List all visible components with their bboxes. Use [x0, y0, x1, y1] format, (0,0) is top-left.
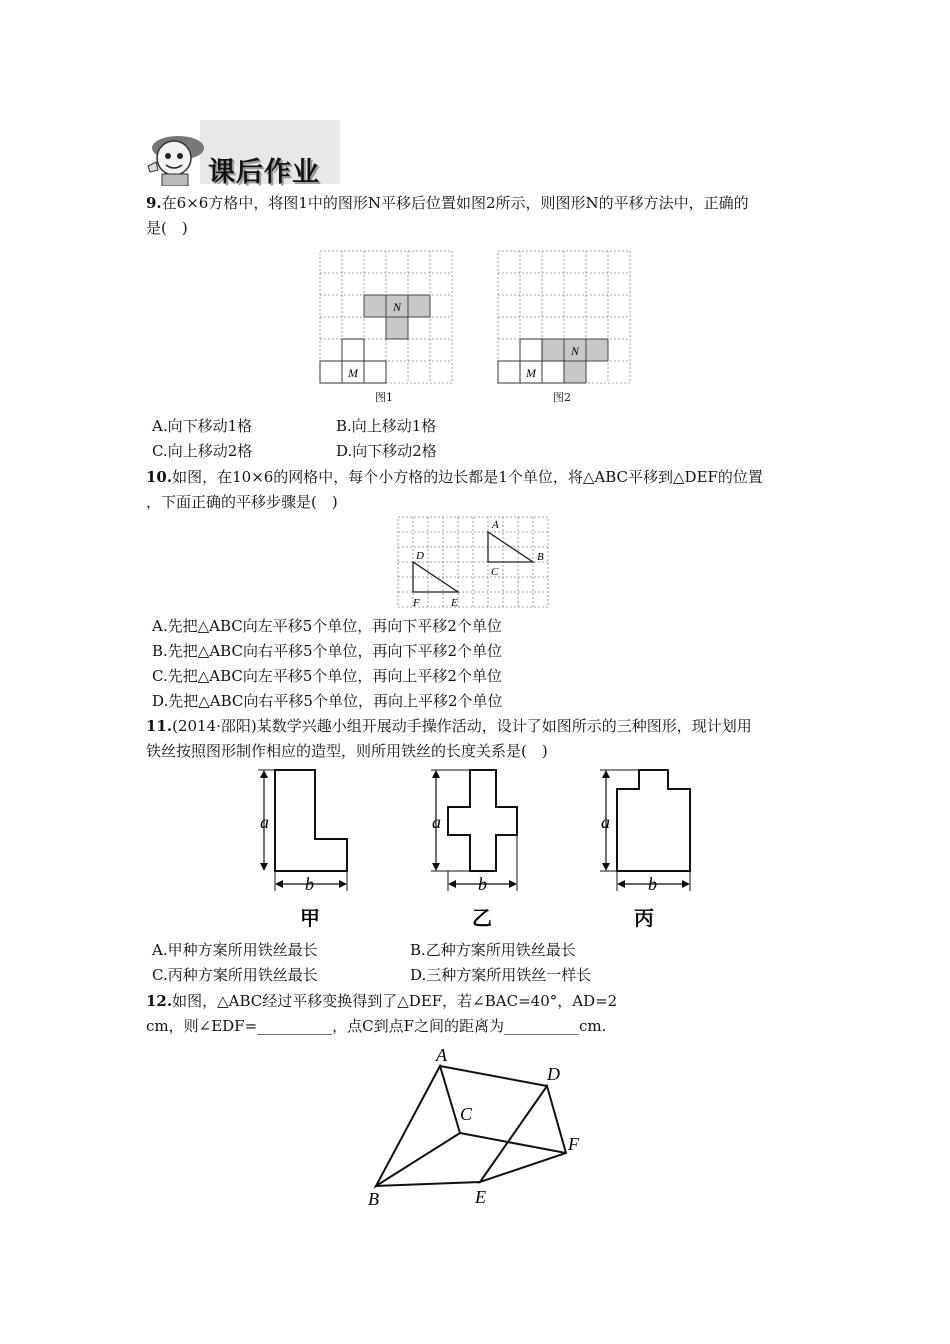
q11-yi-label-b: b — [478, 874, 487, 894]
q9-option-d: D.向下移动2格 — [336, 442, 437, 460]
q10-label-c: C — [491, 566, 499, 578]
q11-option-c: C.丙种方案所用铁丝最长 — [152, 966, 318, 984]
q11-bing-label-a: a — [601, 812, 610, 832]
q9-option-c: C.向上移动2格 — [152, 442, 253, 460]
q11-yi-label-a: a — [432, 812, 441, 832]
q11-line2: 铁丝按照图形制作相应的造型，则所用铁丝的长度关系是( ) — [146, 742, 548, 760]
q9-number: 9. — [146, 194, 162, 212]
q9-fig1-caption: 图1 — [375, 391, 393, 404]
q12-label-a: A — [436, 1045, 447, 1065]
q11-shape-yi — [431, 770, 517, 894]
q12-label-b: B — [368, 1189, 379, 1209]
q11-shape-bing — [600, 770, 690, 894]
q11-name-jia: 甲 — [300, 908, 320, 930]
q11-jia-label-b: b — [305, 874, 314, 894]
q9-fig2-label-M: M — [526, 366, 536, 380]
q9-option-a: A.向下移动1格 — [152, 417, 253, 435]
q10-text: 如图，在10×6的网格中，每个小方格的边长都是1个单位，将△ABC平移到△DEF的位置 — [172, 468, 763, 486]
q10-option-c: C.先把△ABC向左平移5个单位，再向上平移2个单位 — [152, 667, 502, 685]
q12-label-c: C — [460, 1104, 473, 1124]
q10-option-b: B.先把△ABC向右平移5个单位，再向下平移2个单位 — [152, 642, 503, 660]
q9-fig1-label-M: M — [348, 366, 358, 380]
triangle-def — [480, 1086, 566, 1182]
q9-figures — [318, 249, 634, 387]
q10-label-d: D — [416, 550, 424, 562]
q10-option-a: A.先把△ABC向左平移5个单位，再向下平移2个单位 — [152, 617, 502, 635]
q11-option-b: B.乙种方案所用铁丝最长 — [410, 941, 576, 959]
q9-line2: 是( ) — [146, 219, 188, 237]
q10-label-f: F — [413, 597, 420, 609]
segment-be — [376, 1182, 480, 1186]
q11-name-yi: 乙 — [472, 908, 492, 930]
q9-fig1-label-N: N — [392, 300, 402, 314]
q11-figures — [250, 765, 710, 935]
q10-line1 — [146, 467, 763, 487]
q12-figure — [360, 1040, 600, 1210]
q9-fig2-caption: 图2 — [553, 391, 571, 404]
q12-label-d: D — [547, 1064, 560, 1084]
q11-jia-label-a: a — [260, 812, 269, 832]
q11-option-d: D.三种方案所用铁丝一样长 — [410, 966, 592, 984]
q11-text: (2014·邵阳)某数学兴趣小组开展动手操作活动，设计了如图所示的三种图形，现计划用 — [172, 717, 752, 735]
q12-label-e: E — [475, 1187, 486, 1207]
segment-ad — [440, 1066, 547, 1086]
triangle-abc — [376, 1066, 460, 1186]
q10-option-d: D.先把△ABC向右平移5个单位，再向上平移2个单位 — [152, 692, 503, 710]
q9-option-b: B.向上移动1格 — [336, 417, 437, 435]
q9-text: 在6×6方格中，将图1中的图形N平移后位置如图2所示，则图形N的平移方法中，正确的 — [161, 194, 749, 212]
q10-line2: ，下面正确的平移步骤是( ) — [146, 493, 338, 511]
q10-label-a: A — [492, 519, 499, 531]
q11-bing-label-b: b — [648, 874, 657, 894]
q11-option-a: A.甲种方案所用铁丝最长 — [152, 941, 318, 959]
q9-fig2-label-N: N — [570, 344, 580, 358]
q12-line2: cm，则∠EDF=__________，点C到点F之间的距离为__________cm. — [146, 1017, 607, 1035]
q10-figure — [396, 515, 554, 611]
q12-label-f: F — [568, 1134, 579, 1154]
q9-line1 — [146, 193, 749, 213]
q11-shape-jia — [258, 770, 347, 894]
q11-line1 — [146, 716, 752, 736]
q10-label-e: E — [451, 597, 458, 609]
q10-number: 10. — [146, 468, 173, 486]
q12-line1 — [146, 991, 617, 1011]
q10-label-b: B — [537, 551, 544, 563]
q12-number: 12. — [146, 992, 173, 1010]
section-title: 课后作业 — [208, 157, 320, 188]
q11-name-bing: 丙 — [634, 908, 654, 930]
q12-text: 如图，△ABC经过平移变换得到了△DEF，若∠BAC=40°，AD=2 — [172, 992, 618, 1010]
q11-number: 11. — [146, 717, 173, 735]
